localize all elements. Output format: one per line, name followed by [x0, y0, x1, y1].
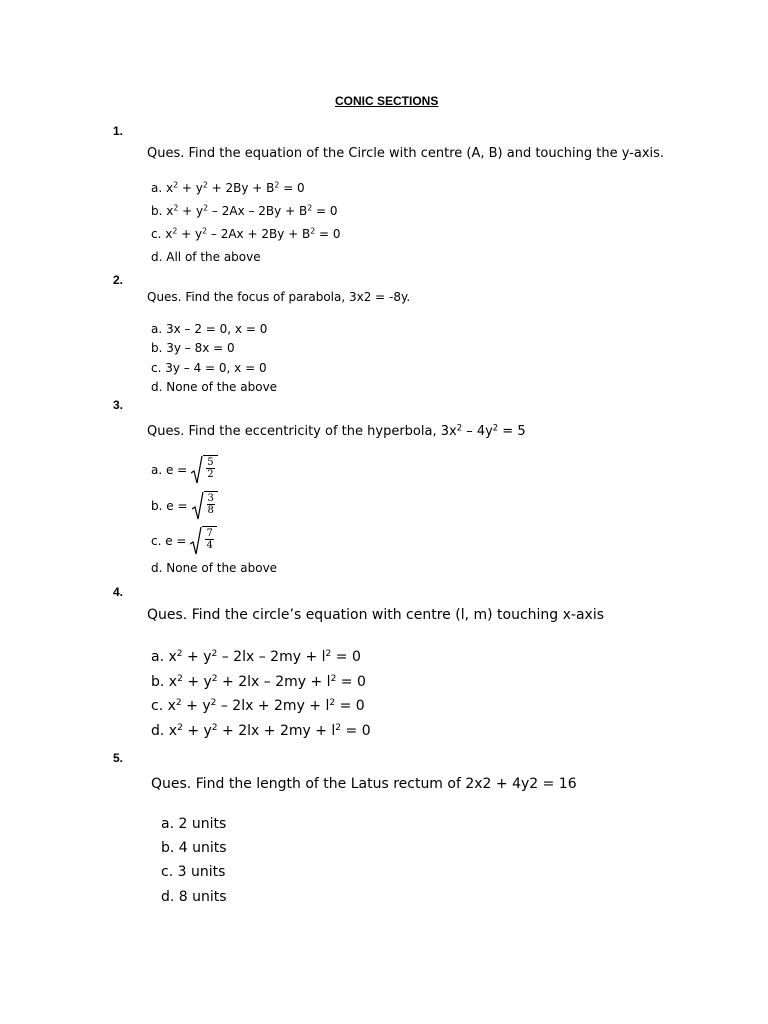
option-c: c. $x^2 + y^2 - 2lx + 2my + l^2 = 0$: [151, 698, 365, 714]
question-number: 1.: [113, 124, 124, 138]
option-c: c. e = $\frac{7}{4}$: [151, 526, 217, 556]
square-root-symbol: $\frac{3}{8}$: [192, 491, 218, 521]
question-number: 3.: [113, 398, 124, 412]
square-root-symbol: $\frac{7}{4}$: [190, 526, 216, 556]
option-b: b. 4 units: [161, 840, 227, 856]
question-text: Ques. Find the focus of parabola, 3x2 = -8y.: [147, 290, 411, 304]
option-a: a. $x^2 + y^2 - 2lx - 2my + l^2 = 0$: [151, 649, 361, 665]
square-root-symbol: $\frac{5}{2}$: [191, 455, 217, 485]
option-d: d. $x^2 + y^2 + 2lx + 2my + l^2 = 0$: [151, 723, 371, 739]
option-b: b. $x^2 + y^2 + 2lx - 2my + l^2 = 0$: [151, 674, 366, 690]
page-title: CONIC SECTIONS: [335, 94, 439, 108]
option-d: d. None of the above: [151, 561, 278, 575]
option-a: a. $x^2 + y^2 + 2By + B^2 = 0$: [151, 180, 305, 195]
option-c: c. $x^2 + y^2 - 2Ax + 2By + B^2 = 0$: [151, 226, 341, 241]
option-a: a. e = $\frac{5}{2}$: [151, 455, 218, 485]
question-text: Ques. Find the eccentricity of the hyperbola, $3x^2 - 4y^2 = 5$: [147, 422, 526, 439]
option-a: a. 3x – 2 = 0, x = 0: [151, 322, 268, 336]
question-number: 4.: [113, 585, 124, 599]
option-c: c. 3 units: [161, 864, 226, 880]
option-c: c. 3y – 4 = 0, x = 0: [151, 361, 267, 375]
option-b: b. e = $\frac{3}{8}$: [151, 491, 218, 521]
question-number: 5.: [113, 751, 124, 765]
option-d: d. None of the above: [151, 380, 278, 394]
question-text: Ques. Find the circle’s equation with centre (l, m) touching x-axis: [147, 607, 605, 623]
option-a: a. 2 units: [161, 816, 227, 832]
option-b: b. 3y – 8x = 0: [151, 341, 235, 355]
question-number: 2.: [113, 273, 124, 287]
option-b: b. $x^2 + y^2 - 2Ax - 2By + B^2 = 0$: [151, 203, 338, 218]
question-text: Ques. Find the length of the Latus rectum of 2x2 + 4y2 = 16: [151, 776, 577, 792]
question-text: Ques. Find the equation of the Circle with centre (A, B) and touching the y-axis.: [147, 146, 665, 161]
option-d: d. 8 units: [161, 889, 227, 905]
option-d: d. All of the above: [151, 250, 261, 264]
